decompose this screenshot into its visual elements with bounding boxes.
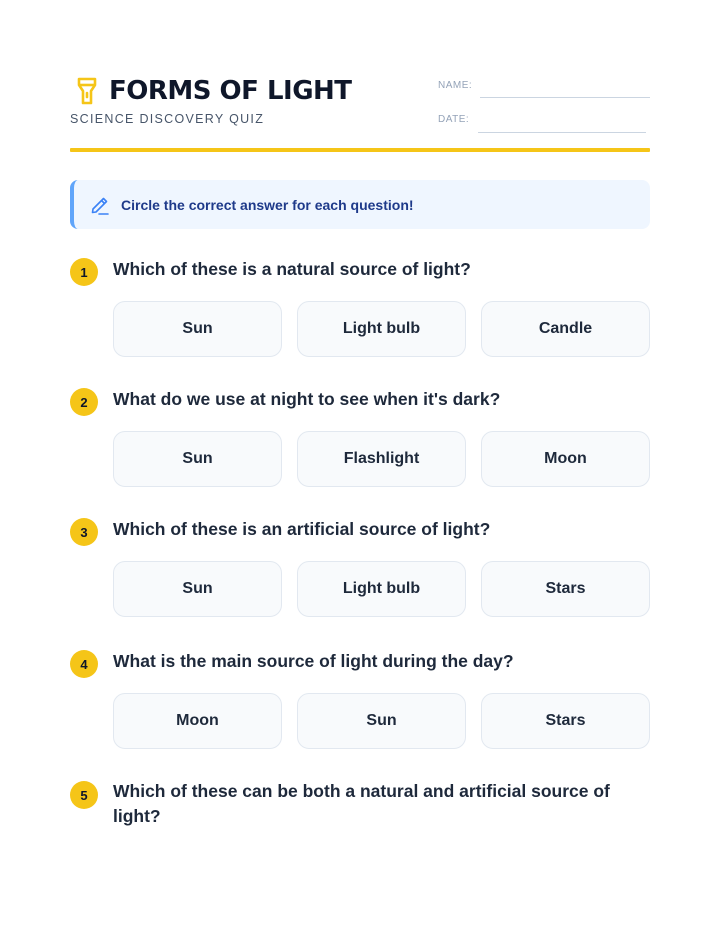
- header: [70, 76, 650, 152]
- date-line[interactable]: [478, 132, 646, 133]
- answer-option[interactable]: Sun: [113, 301, 282, 357]
- question-number: 2: [70, 388, 98, 416]
- question-3: [70, 517, 650, 617]
- date-row: [438, 110, 650, 144]
- question-text: Which of these is an artificial source of light?: [113, 519, 491, 539]
- instruction-text: Circle the correct answer for each question!: [121, 196, 414, 213]
- answer-options: [113, 561, 650, 617]
- question-4: [70, 649, 650, 749]
- question-text: Which of these can be both a natural and artificial source of light?: [113, 781, 610, 826]
- name-label: NAME:: [438, 80, 473, 91]
- answer-option[interactable]: Light bulb: [297, 561, 466, 617]
- answer-option[interactable]: Moon: [113, 693, 282, 749]
- question-text: Which of these is a natural source of light?: [113, 259, 471, 279]
- flashlight-icon: [73, 76, 101, 106]
- page-title: FORMS OF LIGHT: [109, 76, 352, 106]
- answer-option[interactable]: Sun: [113, 561, 282, 617]
- answer-option[interactable]: Stars: [481, 561, 650, 617]
- question-2: [70, 387, 650, 487]
- page-subtitle: SCIENCE DISCOVERY QUIZ: [70, 112, 265, 126]
- date-label: DATE:: [438, 114, 470, 125]
- title-row: [70, 76, 352, 106]
- answer-option[interactable]: Light bulb: [297, 301, 466, 357]
- answer-option[interactable]: Stars: [481, 693, 650, 749]
- question-number: 4: [70, 650, 98, 678]
- student-info: [438, 76, 650, 144]
- question-1: [70, 257, 650, 357]
- header-divider: [70, 148, 650, 152]
- instruction-box: [70, 180, 650, 229]
- question-5: [70, 779, 650, 829]
- question-text: What do we use at night to see when it's dark?: [113, 389, 501, 409]
- question-text: What is the main source of light during the day?: [113, 651, 514, 671]
- name-row: [438, 76, 650, 110]
- pencil-icon: [89, 194, 111, 216]
- question-number: 1: [70, 258, 98, 286]
- name-line[interactable]: [480, 97, 650, 98]
- question-number: 3: [70, 518, 98, 546]
- answer-option[interactable]: Flashlight: [297, 431, 466, 487]
- answer-option[interactable]: Candle: [481, 301, 650, 357]
- answer-options: [113, 301, 650, 357]
- answer-options: [113, 693, 650, 749]
- question-number: 5: [70, 781, 98, 809]
- answer-options: [113, 431, 650, 487]
- answer-option[interactable]: Moon: [481, 431, 650, 487]
- answer-option[interactable]: Sun: [297, 693, 466, 749]
- answer-option[interactable]: Sun: [113, 431, 282, 487]
